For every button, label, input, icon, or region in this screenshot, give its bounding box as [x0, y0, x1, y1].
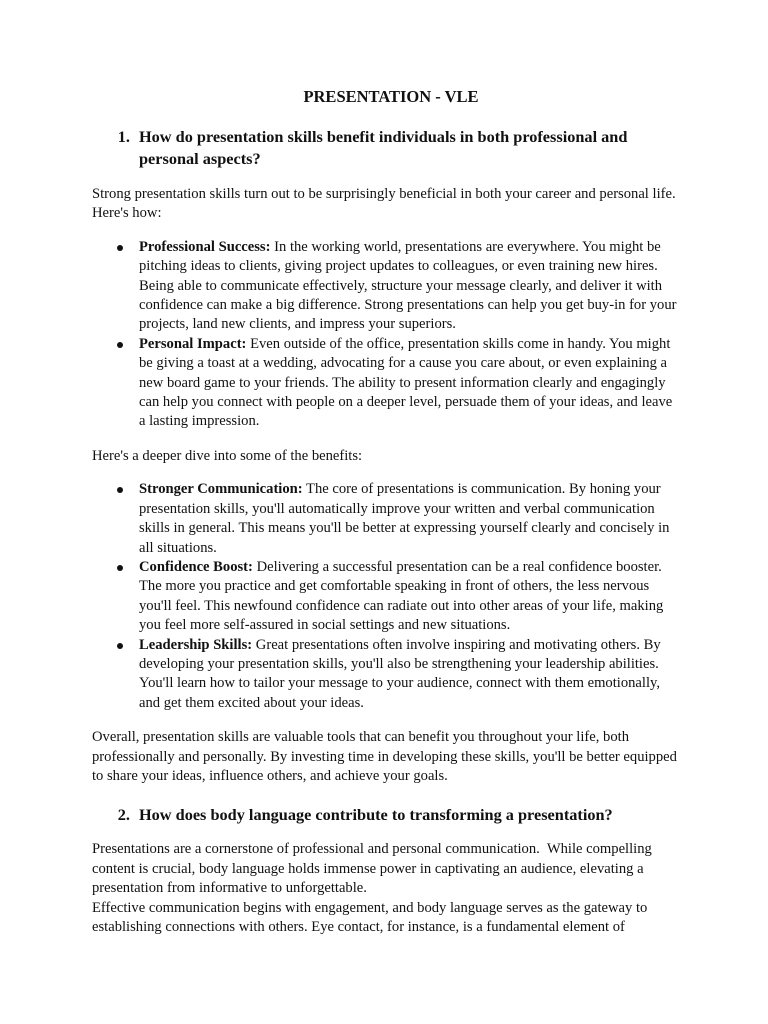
- benefits-list: [92, 238, 682, 432]
- list-item-body: Great presentations often involve inspiring and motivating others. By developing your presentation skills, you'll also be strengthening your leadership abilities. You'll learn how to tailor your message to your audience, connect with them emotionally, and get them excited about your ideas.: [139, 636, 661, 711]
- question-number: 1.: [117, 127, 130, 146]
- body-language-paragraph-1: Presentations are a cornerstone of professional and personal communication. While compelling content is crucial, body language holds immense power in captivating an audience, elevating a presentation from informative to unforgettable.: [92, 841, 656, 897]
- bullet-icon: [92, 238, 139, 335]
- list-item-text: [139, 335, 682, 432]
- bullet-icon: [92, 558, 139, 636]
- document-title: PRESENTATION - VLE: [303, 87, 479, 106]
- question-heading-1: [92, 126, 682, 170]
- bullet-icon: [92, 636, 139, 714]
- question-text: How do presentation skills benefit individuals in both professional and personal aspects?: [139, 127, 628, 168]
- list-item-text: [139, 636, 682, 714]
- bullet-icon: [92, 480, 139, 558]
- body-language-paragraph-2: Effective communication begins with engagement, and body language serves as the gateway to establishing connections with others. Eye contact, for instance, is a fundamental element of: [92, 899, 648, 935]
- list-item-text: [139, 480, 682, 558]
- list-item-text: [139, 238, 682, 335]
- intro-paragraph: Strong presentation skills turn out to be surprisingly beneficial in both your career and personal life. Here's how:: [92, 186, 676, 222]
- list-item-body: Even outside of the office, presentation skills come in handy. You might be giving a toast at a wedding, advocating for a cause you care about, or even explaining a new board game to your friends. The ability to present information clearly and engagingly can help you connect with people on a deeper level, persuade them of your ideas, and leave a lasting impression.: [139, 335, 673, 430]
- list-item: [92, 238, 682, 335]
- list-item-body: The core of presentations is communication. By honing your presentation skills, you'll automatically improve your written and verbal communication skills in general. This means you'll be better at expressing yourself clearly and concisely in all situations.: [139, 481, 670, 556]
- document-page: [92, 84, 682, 937]
- conclusion-paragraph: Overall, presentation skills are valuable tools that can benefit you throughout your life, both professionally and personally. By investing time in developing these skills, you'll be better equipped to share your ideas, influence others, and achieve your goals.: [92, 729, 677, 784]
- list-item-body: Delivering a successful presentation can be a real confidence booster. The more you practice and get comfortable speaking in front of others, the less nervous you'll feel. This newfound confidence can radiate out into other areas of your life, making you feel more self-assured in social settings and new situations.: [139, 558, 664, 634]
- list-item-label: Confidence Boost:: [139, 558, 253, 575]
- list-item-body: In the working world, presentations are everywhere. You might be pitching ideas to clients, giving project updates to colleagues, or even training new hires. Being able to communicate effectively, structure your message clearly, and deliver it with confidence can make a big difference. Strong presentations can help you get buy-in for your projects, land new clients, and impress your superiors.: [139, 238, 677, 333]
- list-item-label: Personal Impact:: [139, 335, 247, 352]
- deeper-benefits-list: [92, 480, 682, 713]
- list-item: [92, 335, 682, 432]
- list-item-label: Stronger Communication:: [139, 481, 303, 498]
- list-item: [92, 636, 682, 714]
- list-item-label: Leadership Skills:: [139, 636, 253, 653]
- question-text: How does body language contribute to transforming a presentation?: [139, 805, 613, 825]
- question-number: 2.: [117, 805, 130, 825]
- question-heading-2: [92, 804, 682, 826]
- bullet-icon: [92, 335, 139, 432]
- list-item: [92, 480, 682, 558]
- list-item-text: [139, 558, 682, 636]
- deeper-dive-paragraph: Here's a deeper dive into some of the benefits:: [92, 447, 363, 464]
- list-item-label: Professional Success:: [139, 238, 271, 255]
- list-item: [92, 558, 682, 636]
